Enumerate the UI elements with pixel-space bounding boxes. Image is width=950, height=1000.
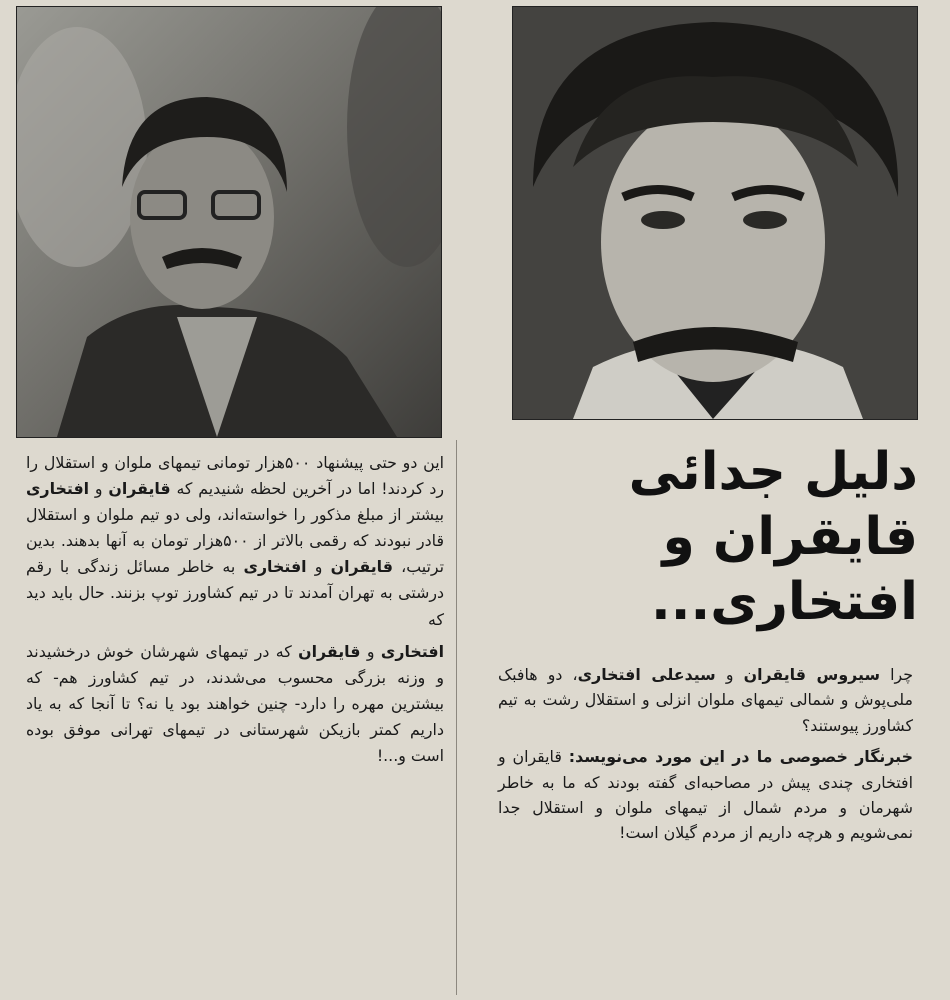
bold-name: قایقران [298, 641, 361, 661]
bold-name: قایقران [330, 557, 393, 577]
column-divider [456, 440, 457, 995]
article-column-left [26, 450, 444, 985]
text-run: قایقران و افتخاری چندی پیش در مصاحبه‌ای گفته بودند که ما به خاطر شهرمان و مردم شمال از تیمهای ملوان و استقلال جدا نمی‌شویم و هرچه داریم از مردم گیلان است! [498, 747, 913, 843]
portrait-right-image [513, 7, 917, 419]
headline [498, 440, 918, 635]
bold-name: سیدعلی افتخاری [577, 665, 716, 684]
photo-player-right [512, 6, 918, 420]
headline-line-3: افتخاری... [651, 572, 918, 632]
bold-name: افتخاری [380, 641, 444, 661]
text-run: و [306, 557, 331, 577]
headline-line-1: دلیل جدائی [628, 442, 918, 502]
bold-name: افتخاری [26, 479, 90, 499]
text-run: و [89, 479, 109, 499]
left-paragraph-2 [26, 639, 444, 769]
text-run: این دو حتی پیشنهاد ۵۰۰هزار تومانی تیمهای ملوان و استقلال را رد کردند! اما در آخرین لحظه شنیدیم که [26, 453, 444, 499]
text-run: و [715, 665, 744, 684]
bold-name: سیروس قایقران [743, 665, 880, 684]
portrait-left-image [17, 7, 441, 437]
text-run: بیشتر از مبلغ مذکور را خواسته‌اند، ولی دو تیم ملوان و استقلال قادر نبودند که رقمی بالاتر از ۵۰۰هزار تومان به آنها بدهند. بدین ترتیب، [26, 505, 444, 577]
text-run: چرا [879, 665, 913, 684]
text-run: ، دو هافبک ملی‌پوش و شمالی تیمهای ملوان انزلی و استقلال رشت به تیم کشاورز پیوستند؟ [498, 665, 913, 735]
headline-line-2: قایقران و [662, 507, 918, 567]
text-run: به خاطر مسائل زندگی با رقم درشتی به تهران آمدند تا در تیم کشاورز توپ بزنند. حال باید دید که [26, 557, 444, 629]
left-paragraph-1 [26, 450, 444, 633]
text-run: که در تیمهای شهرشان خوش درخشیدند و وزنه بزرگی محسوب می‌شدند، در تیم کشاورز هم- که بیشترین مهره را دارد- چنین خواهند بود یا نه؟ تا آنجا که به یاد داریم کمتر بازیکن شهرستانی در تیمهای تهرانی موفق بوده است و...! [26, 641, 444, 766]
bold-lead: خبرنگار خصوصی ما در این مورد می‌نویسد: [568, 747, 913, 767]
right-paragraph-1 [498, 662, 913, 738]
bold-name: قایقران [108, 479, 171, 499]
article-column-right [498, 662, 913, 992]
right-paragraph-2 [498, 744, 913, 846]
photo-player-left [16, 6, 442, 438]
text-run: و [360, 641, 381, 661]
bold-name: افتخاری [243, 557, 307, 577]
